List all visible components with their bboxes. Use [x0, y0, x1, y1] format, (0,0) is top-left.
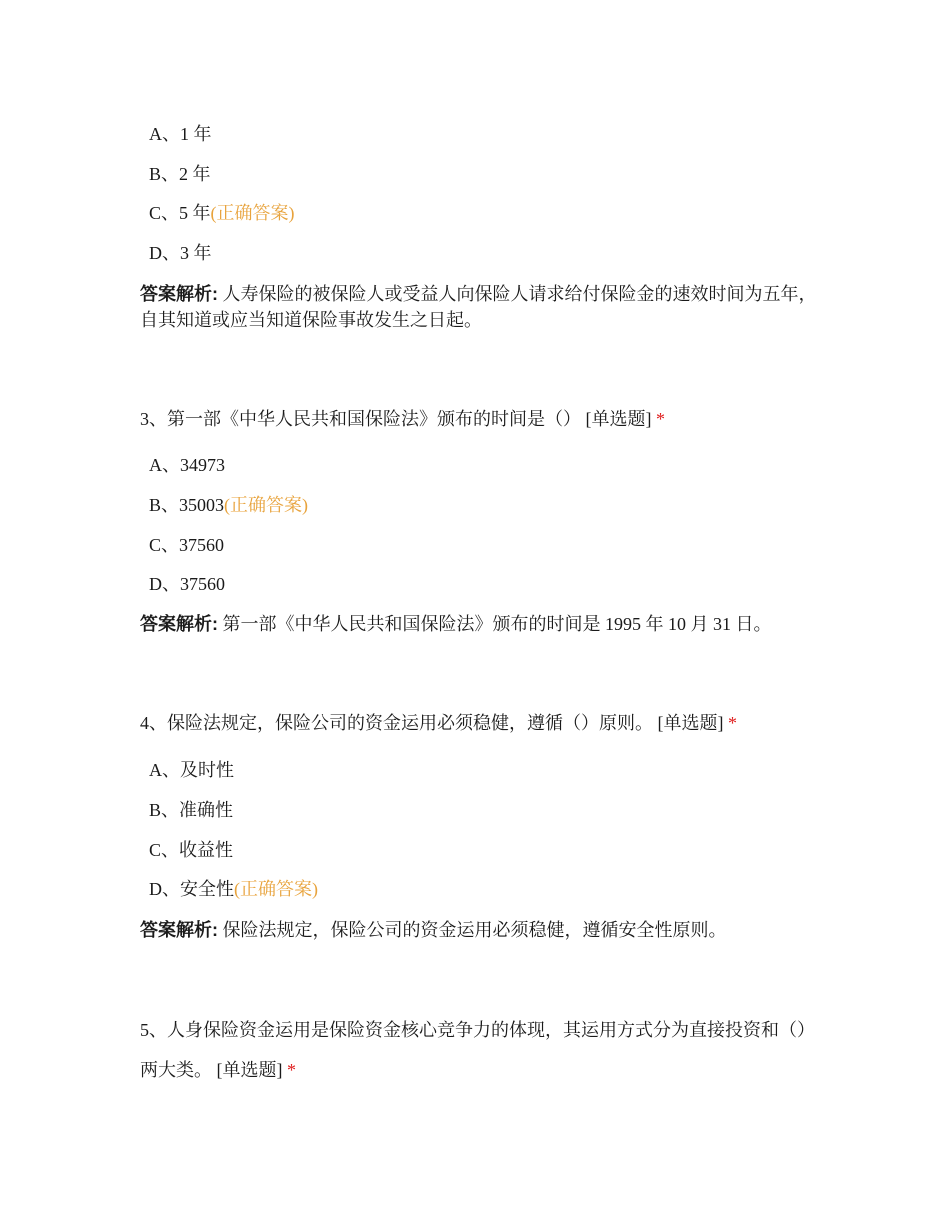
analysis-text: 人寿保险的被保险人或受益人向保险人请求给付保险金的速效时间为五年，自其知道或应当知道保险事故发生之日起。 [140, 284, 817, 330]
q3-option-c [149, 533, 224, 557]
q3-analysis [140, 611, 820, 637]
q4-analysis [140, 917, 820, 943]
option-letter: C、 [149, 840, 180, 860]
q2-option-c [149, 201, 295, 225]
option-text: 37560 [180, 574, 225, 594]
q4-title [140, 711, 820, 735]
q3-title [140, 407, 820, 431]
q4-option-c [149, 838, 233, 862]
q2-option-d [149, 241, 212, 265]
option-text: 2 年 [179, 164, 211, 184]
option-letter: C、 [149, 203, 180, 223]
question-text: 4、保险法规定，保险公司的资金运用必须稳健，遵循（）原则。 [140, 713, 653, 733]
option-text: 准确性 [179, 800, 234, 820]
question-type-tag: [单选题] [657, 713, 724, 733]
option-letter: A、 [149, 455, 180, 475]
option-letter: D、 [149, 879, 180, 899]
option-letter: D、 [149, 574, 180, 594]
option-letter: D、 [149, 243, 180, 263]
q3-option-d [149, 572, 225, 596]
required-mark: * [287, 1060, 296, 1080]
required-mark: * [656, 409, 665, 429]
option-text: 35003 [179, 495, 225, 515]
q4-option-b [149, 798, 233, 822]
question-text: 5、人身保险资金运用是保险资金核心竞争力的体现，其运用方式分为直接投资和（）两大类。 [140, 1020, 815, 1080]
option-text: 37560 [179, 535, 225, 555]
analysis-label: 答案解析: [140, 920, 218, 940]
option-text: 34973 [180, 455, 225, 475]
q2-option-a [149, 122, 212, 146]
option-text: 及时性 [180, 760, 234, 780]
option-letter: B、 [149, 164, 180, 184]
correct-answer-mark: (正确答案) [224, 495, 309, 515]
question-text: 3、第一部《中华人民共和国保险法》颁布的时间是（） [140, 409, 581, 429]
correct-answer-mark: (正确答案) [234, 879, 318, 899]
required-mark: * [728, 713, 737, 733]
question-type-tag: [单选题] [216, 1060, 283, 1080]
question-type-tag: [单选题] [585, 409, 652, 429]
q3-option-a [149, 453, 225, 477]
option-text: 1 年 [180, 124, 212, 144]
option-text: 3 年 [180, 243, 212, 263]
q4-option-a [149, 758, 234, 782]
option-letter: B、 [149, 800, 180, 820]
analysis-label: 答案解析: [140, 614, 218, 634]
analysis-text: 保险法规定，保险公司的资金运用必须稳健，遵循安全性原则。 [222, 920, 727, 940]
option-text: 安全性 [180, 879, 234, 899]
option-text: 5 年 [179, 203, 211, 223]
option-letter: C、 [149, 535, 180, 555]
option-letter: A、 [149, 124, 180, 144]
q4-option-d [149, 877, 318, 901]
option-letter: B、 [149, 495, 180, 515]
analysis-label: 答案解析: [140, 284, 218, 304]
q3-option-b [149, 493, 308, 517]
q2-analysis [140, 281, 820, 333]
option-text: 收益性 [179, 840, 234, 860]
analysis-text: 第一部《中华人民共和国保险法》颁布的时间是 1995 年 10 月 31 日。 [222, 614, 772, 634]
q2-option-b [149, 162, 211, 186]
correct-answer-mark: (正确答案) [210, 203, 295, 223]
option-letter: A、 [149, 760, 180, 780]
q5-title [140, 1010, 820, 1090]
